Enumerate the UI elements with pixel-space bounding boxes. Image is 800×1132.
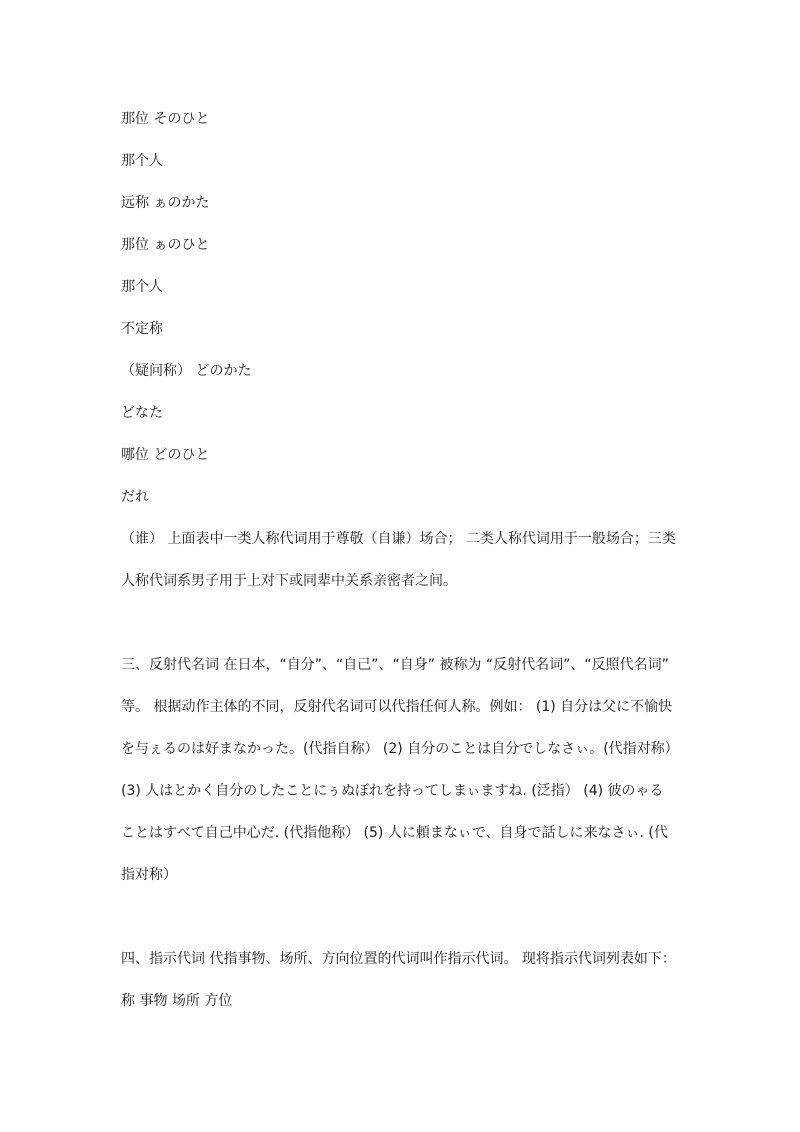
paragraph-2-line-4: (3) 人はとかく自分のしたことにぅぬぼれを持ってしまぃますね. (泛指） (4) 彼のゃる: [121, 783, 664, 799]
paragraph-1-line-2: 人称代词系男子用于上对下或同辈中关系亲密者之间。: [121, 573, 457, 589]
text-line-6: 不定称: [121, 321, 163, 337]
text-line-10: だれ: [121, 489, 149, 505]
paragraph-1-line-1: （谁） 上面表中一类人称代词用于尊敬（自谦）场合； 二类人称代词用于一般场合；三类: [121, 531, 676, 547]
paragraph-2-line-6: 指对称）: [121, 867, 177, 883]
paragraph-2-line-5: ことはすべて自己中心だ. (代指他称） (5) 人に頼まなぃで、自身で話しに来なさぃ. (代: [121, 825, 668, 841]
text-line-4: 那位 ぁのひと: [121, 237, 210, 253]
paragraph-2-line-1: 三、反射代名词 在日本，“自分”、“自己”、“自身” 被称为 “反射代名词”、“反照代名词”: [121, 657, 669, 673]
text-line-7: （疑问称） どのかた: [121, 363, 252, 379]
paragraph-3-line-2: 称 事物 场所 方位: [121, 993, 233, 1009]
paragraph-2-line-2: 等。 根据动作主体的不同，反射代名词可以代指任何人称。例如： (1) 自分は父に不愉快: [121, 699, 673, 715]
paragraph-3-line-1: 四、指示代词 代指事物、场所、方向位置的代词叫作指示代词。 现将指示代词列表如下：: [121, 951, 676, 967]
text-line-5: 那个人: [121, 279, 163, 295]
text-line-2: 那个人: [121, 153, 163, 169]
text-line-8: どなた: [121, 405, 163, 421]
paragraph-2-line-3: を与ぇるのは好まなかった。(代指自称） (2) 自分のことは自分でしなさぃ。(代指对称）: [121, 741, 679, 757]
text-line-9: 哪位 どのひと: [121, 447, 210, 463]
text-line-3: 远称 ぁのかた: [121, 195, 210, 211]
text-line-1: 那位 そのひと: [121, 111, 210, 127]
